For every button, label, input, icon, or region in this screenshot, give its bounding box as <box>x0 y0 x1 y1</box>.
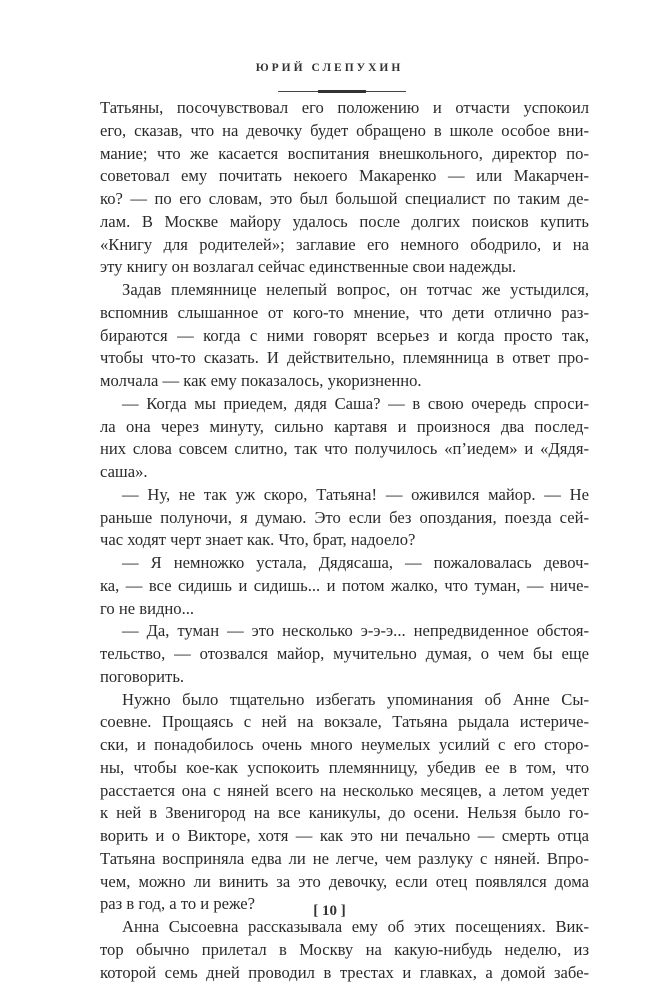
text-line: ворить и о Викторе, хотя — как это ни печально — смерть отца <box>100 826 589 845</box>
text-line: раз в год, а то и реже? <box>100 894 255 914</box>
text-line: лам. В Москве майору удалось после долгих поисков купить <box>100 211 589 231</box>
text-line: Анна Сысоевна рассказывала ему об этих посещениях. Вик- <box>122 917 589 936</box>
text-line: вспомнив слышанное от кого-то мнение, что дети отлично раз- <box>100 302 589 322</box>
paragraph <box>100 916 589 984</box>
body-text <box>100 97 589 984</box>
text-line: Татьяны, посочувствовал его положению и отчасти успокоил <box>100 98 589 117</box>
text-line: советовал ему почитать некоего Макаренко — или Макарчен- <box>100 166 589 186</box>
text-line: раньше полуночи, я думаю. Это если без опоздания, поезда сей- <box>100 507 589 527</box>
text-line: — Когда мы приедем, дядя Саша? — в свою очередь спроси- <box>122 393 589 413</box>
text-line: ла она через минуту, сильно картавя и произнося два послед- <box>100 416 589 436</box>
text-line: Нужно было тщательно избегать упоминания об Анне Сы- <box>122 689 589 709</box>
text-line: которой семь дней проводил в трестах и главках, а домой забе- <box>100 962 589 982</box>
header-rule <box>278 91 406 92</box>
text-line: саша». <box>100 462 148 481</box>
text-line: «Книгу для родителей»; заглавие его немного ободрило, и на <box>100 234 589 254</box>
text-line: молчала — как ему показалось, укоризненно. <box>100 371 422 390</box>
paragraph <box>100 97 589 279</box>
paragraph <box>100 393 589 484</box>
text-line: — Ну, не так уж скоро, Татьяна! — оживился майор. — Не <box>122 484 589 504</box>
text-line: поговорить. <box>100 666 185 686</box>
text-line: час ходят черт знает как. Что, брат, надоело? <box>100 530 416 550</box>
paragraph <box>100 279 589 393</box>
text-line: расстается она с няней всего на несколько месяцев, а летом уедет <box>100 780 589 800</box>
text-line: ка, — все сидишь и сидишь... и потом жалко, что туман, — ниче- <box>100 575 589 595</box>
text-line: них слова совсем слитно, так что получилось «п’иедем» и «Дядя- <box>100 439 589 459</box>
text-line: Татьяна восприняла едва ли не легче, чем разлуку с няней. Впро- <box>100 848 589 868</box>
header-rule-accent <box>318 90 366 93</box>
paragraph <box>100 689 589 917</box>
running-head-author: ЮРИЙ СЛЕПУХИН <box>255 62 404 74</box>
text-line: его, сказав, что на девочку будет обращено в школе особое вни- <box>100 120 589 140</box>
text-line: мание; что же касается воспитания внешкольного, директор по- <box>100 143 589 163</box>
text-line: соевне. Прощаясь с ней на вокзале, Татьяна рыдала истериче- <box>100 712 589 732</box>
text-line: чтобы что-то сказать. И действительно, племянница в ответ про- <box>100 348 589 368</box>
text-line: — Да, туман — это несколько э-э-э... непредвиденное обстоя- <box>122 621 589 641</box>
text-line: чем, можно ли винить за это девочку, если отец появлялся дома <box>100 871 589 891</box>
text-line: ко? — по его словам, это был большой специалист по таким де- <box>100 189 589 208</box>
text-line: ны, чтобы кое-как успокоить племянницу, убедив ее в том, что <box>100 757 589 777</box>
text-line: к ней в Звенигород на все каникулы, до осени. Нельзя было го- <box>100 803 589 823</box>
text-line: ски, и понадобилось очень много неумелых усилий с его сторо- <box>100 735 589 754</box>
text-line: бираются — когда с ними говорят всерьез и когда просто так, <box>100 325 589 345</box>
paragraph <box>100 620 589 688</box>
paragraph <box>100 484 589 552</box>
text-line: тор обычно прилетал в Москву на какую-нибудь неделю, из <box>100 939 589 959</box>
text-line: эту книгу он возлагал сейчас единственные свои надежды. <box>100 257 517 277</box>
text-line: Задав племяннице нелепый вопрос, он тотчас же устыдился, <box>122 280 589 299</box>
paragraph <box>100 552 589 620</box>
text-line: тельство, — отозвался майор, мучительно думая, о чем бы еще <box>100 644 589 663</box>
text-line: го не видно... <box>100 598 195 618</box>
text-line: — Я немножко устала, Дядясаша, — пожаловалась девоч- <box>122 553 589 572</box>
page-number: [ 10 ] <box>313 903 346 919</box>
